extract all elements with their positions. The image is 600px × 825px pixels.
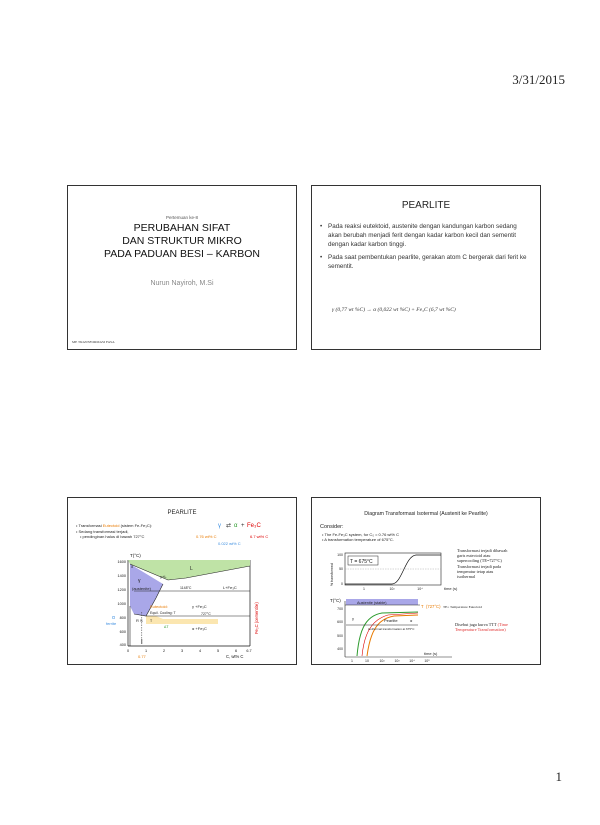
label-cementite: Fe₃C (cementite) (254, 602, 259, 634)
y-tick: 400 (119, 643, 126, 647)
y-tick: 800 (119, 616, 126, 620)
top-ytick: 50 (339, 567, 343, 571)
note-isothermal: Transformasi terjadi dibawah garis eutectoid atau supercooling (TE=727°C) Transformasi terjadi pada temperatur tetap atau isothermal (457, 548, 508, 580)
bullet-item: • The Fe-Fe₃C system, for C₀ = 0.76 wt% C (322, 532, 399, 537)
bullet-item: • Pada reaksi eutektoid, austenite dengan kandungan karbon sedang akan berubah menjadi ferit dengan kadar karbon kecil dan sementit dengan kadar karbon tinggi. (320, 222, 532, 249)
bullet-item-cont: • pendinginan halus di bawah 727°C (76, 534, 152, 540)
alpha-label: α (410, 618, 413, 623)
x-tick: 6 (234, 649, 238, 653)
meeting-label: Pertemuan ke-8 (165, 215, 199, 220)
te-desc: TE= Temperature Eutectoid (443, 605, 482, 609)
bottom-ytick: 600 (337, 620, 343, 624)
x-tick: 1 (144, 649, 148, 653)
x-tick: 0 (126, 649, 130, 653)
x-tick: 4 (198, 649, 202, 653)
reaction-equation: γ (0,77 wt %C) → α (0,022 wt %C) + Fe₃C (6,7 wt %C) (332, 307, 456, 313)
reaction-gamma-c: 0.76 wt% C (196, 534, 217, 539)
label-alpha: α (112, 615, 115, 621)
top-ytick: 100 (337, 553, 343, 557)
top-xtick: 10² (389, 587, 395, 591)
consider-label: Consider: (320, 524, 344, 530)
x-tick: 5 (216, 649, 220, 653)
author-name: Nurun Nayiroh, M.Si (150, 280, 214, 287)
slide-title-text (68, 222, 296, 261)
slide-footer: ME TRANSFORMASI FASA (72, 340, 115, 344)
y-tick: 1200 (117, 588, 126, 592)
pearlite-label: Pearlite (384, 618, 398, 623)
bottom-ylabel: T(°C) (330, 598, 341, 603)
label-727: 727°C (201, 612, 211, 616)
top-xlabel: time (s) (444, 586, 458, 591)
label-dt: ΔT (164, 625, 169, 629)
label-gamma-fe3c: γ +Fe₃C (192, 604, 207, 609)
label-cooling: Equil. Cooling: T (150, 611, 176, 615)
bottom-xtick: 10 (365, 659, 369, 663)
slide-pearlite-text (311, 185, 541, 350)
gamma-label: γ (352, 616, 354, 621)
label-1148: 1148°C (180, 586, 192, 590)
bottom-xtick: 10² (379, 659, 385, 663)
slide-heading: PEARLITE (401, 200, 451, 211)
title-line: PERUBAHAN SIFAT (133, 222, 231, 234)
label-change: T (150, 619, 153, 623)
axis-t-label: T(°C) (130, 553, 141, 558)
isothermal-label: isothermal transformation at 675°C (368, 627, 415, 631)
y-tick: 1600 (117, 560, 126, 564)
eutectoid-region (146, 616, 218, 624)
page-number: 1 (555, 769, 562, 784)
title-line: PADA PADUAN BESI – KARBON (104, 248, 260, 260)
slide-ttt-diagram (311, 497, 541, 665)
bottom-xtick: 10⁵ (424, 659, 430, 663)
te-note: (727°C) (426, 604, 441, 609)
reaction-plus: + (241, 523, 245, 529)
bullet-item: • A transformation temperature of 675°C. (322, 537, 399, 542)
label-ferrite: ferrite (106, 621, 117, 626)
label-r: R (136, 618, 139, 623)
y-tick: 1400 (117, 574, 126, 578)
reaction-alpha-c: 0.022 wt% C (218, 541, 241, 546)
bullet-item: • Sedang transformasi terjadi, (76, 529, 152, 535)
top-xtick: 1 (363, 587, 365, 591)
axis-c-label: C, wt% C (226, 654, 244, 659)
reaction-alpha: α (234, 523, 238, 529)
reaction-gamma: γ (218, 523, 221, 529)
title-line: DAN STRUKTUR MIKRO (122, 235, 242, 247)
label-liquid: L (190, 566, 193, 572)
label-alpha-fe3c: α +Fe₃C (192, 626, 207, 631)
bottom-xlabel: time (s) (424, 651, 438, 656)
top-temp-box: T = 675°C (350, 559, 373, 565)
reaction-fe3c: Fe₃C (247, 523, 261, 529)
page-date: 3/31/2015 (512, 72, 565, 87)
slide-heading: PEARLITE (167, 510, 197, 516)
slide-heading: Diagram Transformasi Isotermal (Austenit ke Pearlite) (364, 511, 488, 517)
bottom-xtick: 10⁴ (409, 659, 415, 663)
band-label: Austenite (stable) (357, 601, 387, 605)
reaction-fe3c-c: 6.7 wt% C (250, 534, 269, 539)
phase-diagram (68, 498, 297, 665)
bottom-ytick: 400 (337, 647, 343, 651)
label-eutectoid: Eutectoid: (150, 604, 168, 609)
y-tick: 1000 (117, 602, 126, 606)
label-gamma-l: γ+L (160, 574, 167, 579)
note-ttt: Disebut juga kurva TTT (Time Temperature Transformation) (455, 622, 508, 633)
bullet-item: • Pada saat pembentukan pearlite, gerakan atom C bergerak dari ferit ke sementit. (320, 253, 532, 271)
te-label: T (421, 604, 424, 609)
x-tick: 6.7 (246, 649, 252, 653)
label-077: 0.77 (138, 654, 146, 659)
y-tick: 600 (119, 630, 126, 634)
label-austenite: (austenite) (132, 586, 151, 591)
x-tick: 3 (180, 649, 184, 653)
bullet-item: • Transformasi Eutectoid (sistem Fe-Fe₃C): (76, 523, 152, 529)
ttt-plots (312, 498, 541, 665)
label-d: δ (131, 564, 134, 569)
reaction-arrow: ⇄ (226, 523, 232, 529)
bottom-ytick: 500 (337, 634, 343, 638)
x-tick: 2 (162, 649, 166, 653)
label-s: S (140, 618, 143, 623)
top-ytick: 0 (341, 582, 343, 586)
bottom-xtick: 10³ (394, 659, 400, 663)
bottom-xtick: 1 (351, 659, 353, 663)
label-l-fe3c: L+Fe₃C (223, 585, 237, 590)
top-xtick: 10⁴ (417, 587, 423, 591)
label-gamma: γ (138, 578, 141, 584)
top-ylabel: % transformed (330, 563, 334, 586)
bottom-ytick: 700 (337, 607, 343, 611)
slide-title (67, 185, 297, 350)
bullet-list (320, 222, 532, 275)
slide-pearlite-diagram (67, 497, 297, 665)
